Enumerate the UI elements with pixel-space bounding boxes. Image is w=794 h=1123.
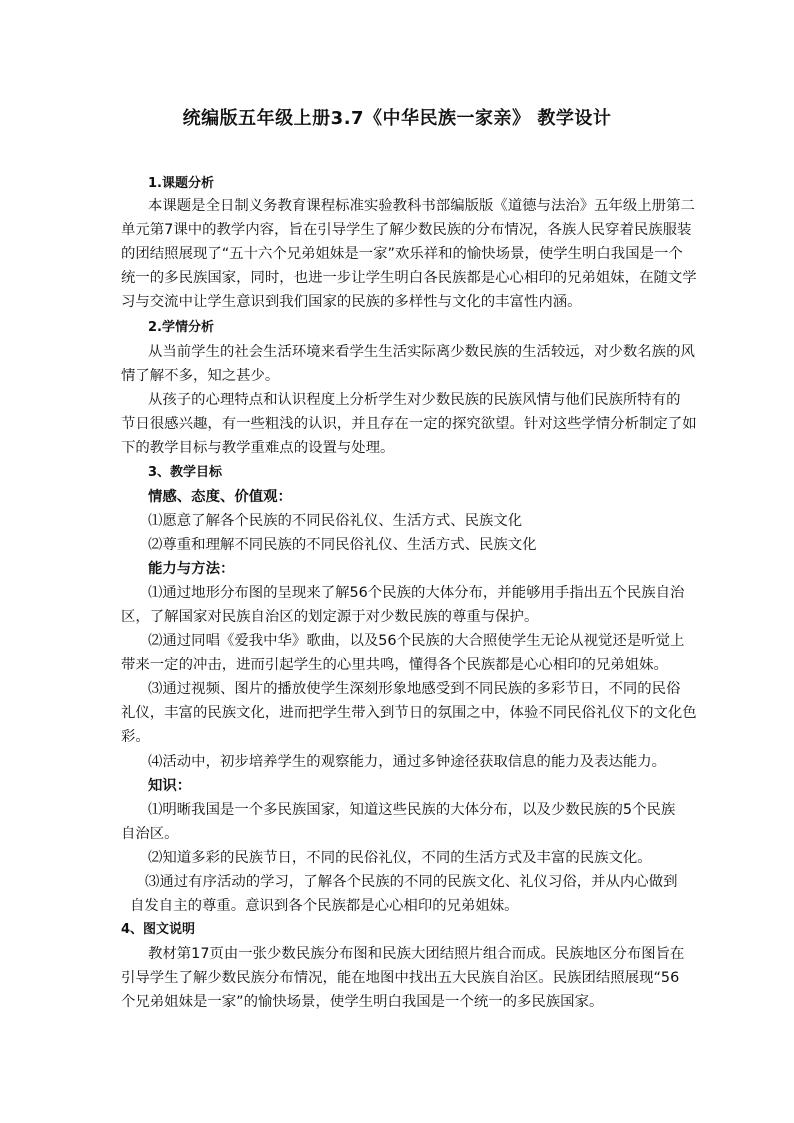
- paragraph-line: ⑶通过有序活动的学习，了解各个民族的不同的民族文化、礼仪习俗，并从内心做到: [145, 874, 678, 890]
- paragraph-line: 情了解不多，知之甚少。: [121, 368, 280, 384]
- paragraph-line: 节日很感兴趣，有一些粗浅的认识，并且存在一定的探究欲望。针对这些学情分析制定了如: [121, 416, 697, 432]
- section-heading: 2.学情分析: [148, 320, 214, 335]
- section-heading: 1.课题分析: [148, 176, 214, 191]
- paragraph-line: 区，了解国家对民族自治区的划定源于对少数民族的尊重与保护。: [121, 609, 539, 625]
- paragraph-line: 自治区。: [121, 826, 179, 842]
- paragraph-line: 自发自主的尊重。意识到各个民族都是心心相印的兄弟姐妹。: [130, 898, 519, 914]
- subheading: 能力与方法：: [148, 561, 235, 577]
- paragraph-line: 带来一定的冲击，进而引起学生的心里共鸣，懂得各个民族都是心心相印的兄弟姐妹。: [121, 657, 668, 673]
- paragraph-line: 个兄弟姐妹是一家”的愉快场景，使学生明白我国是一个统一的多民族国家。: [121, 994, 604, 1010]
- paragraph-line: 下的教学目标与教学重难点的设置与处理。: [121, 440, 395, 456]
- paragraph-line: 礼仪，丰富的民族文化，进而把学生带入到节日的氛围之中，体验不同民俗礼仪下的文化色: [121, 705, 697, 721]
- paragraph-line: ⑵知道多彩的民族节日，不同的民俗礼仪，不同的生活方式及丰富的民族文化。: [148, 850, 652, 866]
- paragraph-line: 从当前学生的社会生活环境来看学生生活实际离少数民族的生活较远，对少数名族的风: [148, 344, 695, 360]
- paragraph-line: ⑶通过视频、图片的播放使学生深刻形象地感受到不同民族的多彩节日，不同的民俗: [148, 681, 681, 697]
- paragraph-line: 习与交流中让学生意识到我们国家的民族的多样性与文化的丰富性内涵。: [121, 294, 582, 310]
- paragraph-line: 本课题是全日制义务教育课程标准实验教科书部编版版《道德与法治》五年级上册第二: [148, 198, 695, 214]
- paragraph-line: ⑴明晰我国是一个多民族国家，知道这些民族的大体分布，以及少数民族的5个民族: [148, 802, 676, 818]
- subheading: 知识：: [148, 778, 192, 794]
- paragraph-line: 引导学生了解少数民族分布情况，能在地图中找出五大民族自治区。民族团结照展现“56: [121, 970, 680, 986]
- paragraph-line: ⑴通过地形分布图的呈现来了解56个民族的大体分布，并能够用手指出五个民族自治: [148, 585, 685, 601]
- paragraph-line: 的团结照展现了“五十六个兄弟姐妹是一家”欢乐祥和的愉快场景，使学生明白我国是一个: [121, 246, 683, 262]
- paragraph-line: ⑵尊重和理解不同民族的不同民俗礼仪、生活方式、民族文化: [148, 537, 537, 553]
- paragraph-line: ⑷活动中，初步培养学生的观察能力，通过多钟途径获取信息的能力及表达能力。: [148, 754, 667, 770]
- paragraph-line: ⑵通过同唱《爱我中华》歌曲，以及56个民族的大合照使学生无论从视觉还是听觉上: [148, 633, 685, 649]
- paragraph-line: ⑴愿意了解各个民族的不同民俗礼仪、生活方式、民族文化: [148, 513, 523, 529]
- paragraph-line: 统一的多民族国家，同时，也进一步让学生明白各民族都是心心相印的兄弟姐妹，在随文学: [121, 270, 697, 286]
- paragraph-line: 彩。: [121, 729, 150, 745]
- subheading: 情感、态度、价值观：: [148, 489, 292, 505]
- section-heading: 3、教学目标: [148, 465, 223, 480]
- document-title: 统编版五年级上册3.7《中华民族一家亲》 教学设计: [182, 108, 612, 129]
- paragraph-line: 单元第7课中的教学内容，旨在引导学生了解少数民族的分布情况，各族人民穿着民族服装: [121, 222, 692, 238]
- section-heading: 4、图文说明: [121, 922, 196, 937]
- paragraph-line: 教材第17页由一张少数民族分布图和民族大团结照片组合而成。民族地区分布图旨在: [148, 946, 685, 962]
- paragraph-line: 从孩子的心理特点和认识程度上分析学生对少数民族的民族风情与他们民族所特有的: [148, 392, 681, 408]
